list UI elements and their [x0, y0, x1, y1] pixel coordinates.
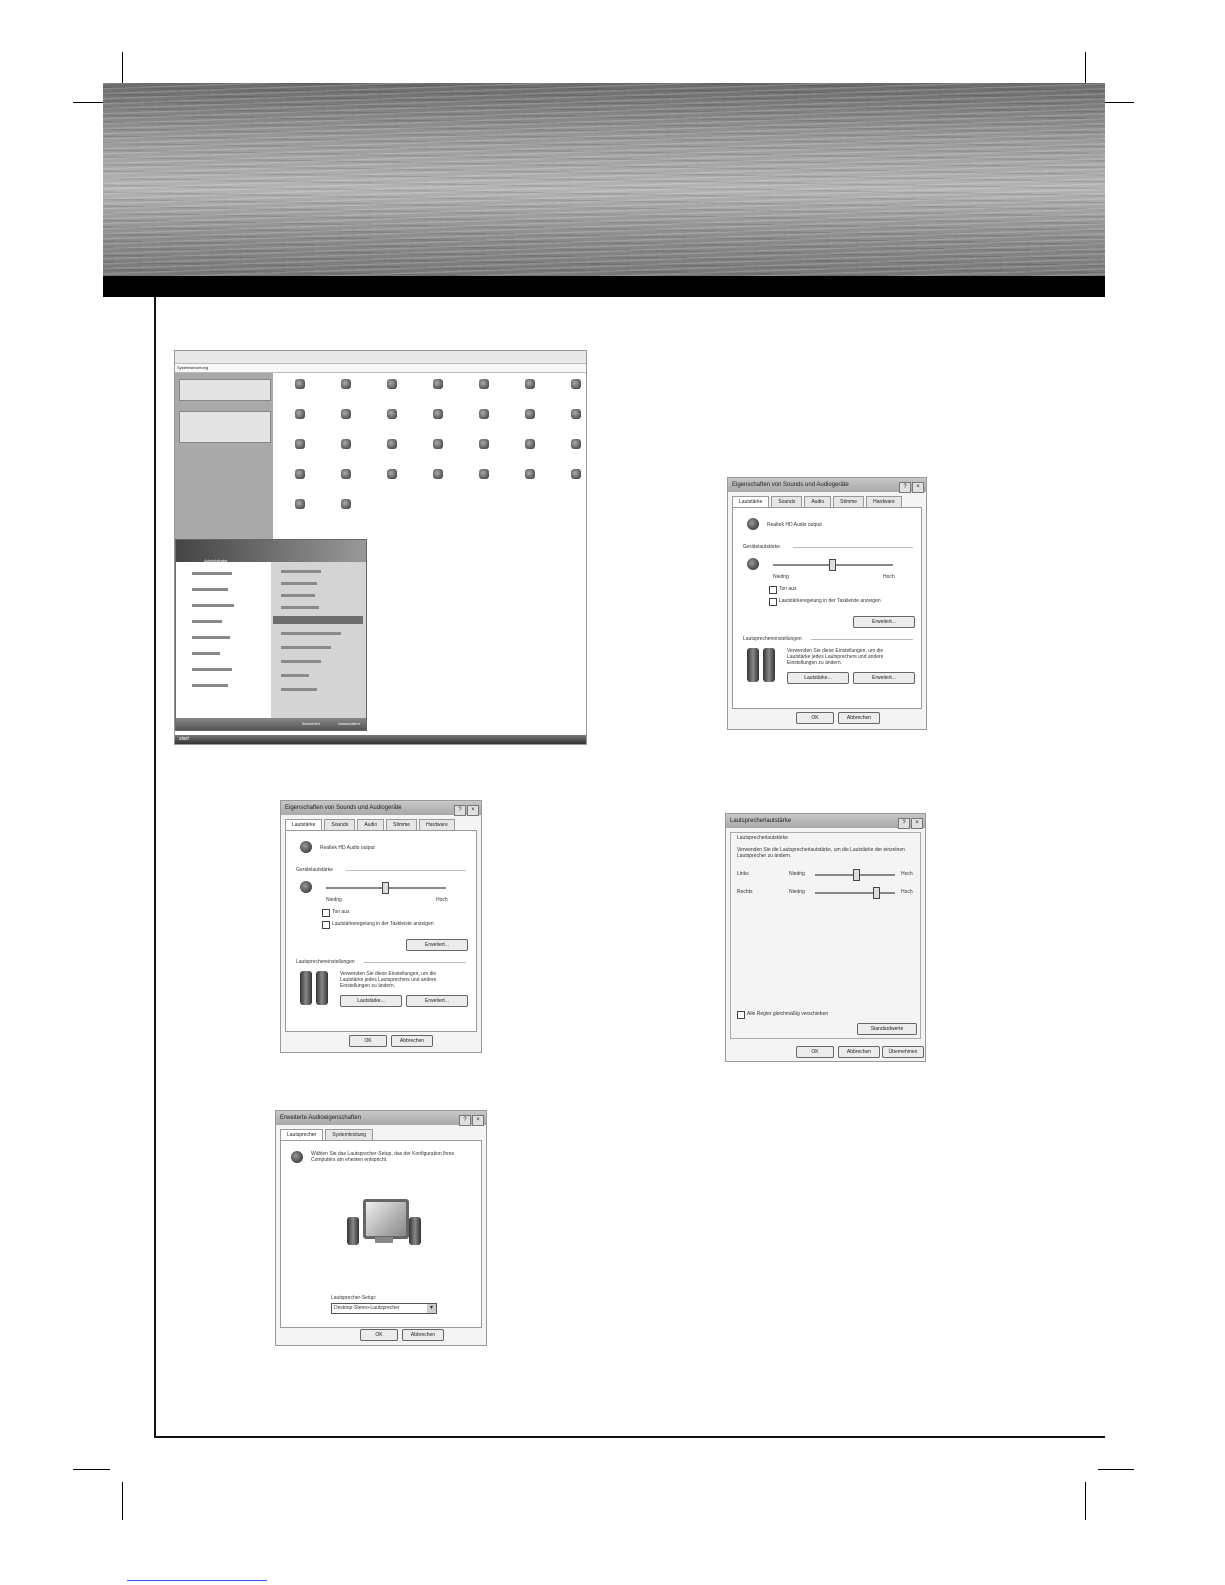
applet-icon[interactable]	[295, 439, 305, 449]
start-menu-header	[176, 540, 366, 562]
address-bar	[175, 364, 586, 373]
left-margin-rule	[154, 297, 156, 1438]
group-divider	[811, 639, 913, 640]
apply-button[interactable]: Übernehmen	[882, 1046, 924, 1058]
start-menu-item[interactable]	[281, 582, 317, 585]
ok-button[interactable]: OK	[360, 1329, 398, 1341]
ok-button[interactable]: OK	[796, 712, 834, 724]
applet-icon[interactable]	[479, 439, 489, 449]
tray-label: Lautstärkeregelung in der Taskleiste anzeigen	[779, 598, 881, 604]
control-panel-menu-item-highlight[interactable]	[273, 616, 363, 624]
cancel-button[interactable]: Abbrechen	[391, 1035, 433, 1047]
speaker-settings-text: Verwenden Sie diese Einstellungen, um die Lautstärke jedes Lautsprechers und andere Einstellungen zu ändern.	[787, 648, 884, 666]
start-menu-item[interactable]	[192, 620, 222, 623]
control-panel-screenshot	[174, 350, 587, 745]
applet-icon[interactable]	[433, 379, 443, 389]
speaker-advanced-button[interactable]: Erweitert...	[853, 672, 915, 684]
device-name: Realtek HD Audio output	[320, 845, 375, 851]
volume-slider-thumb[interactable]	[382, 882, 389, 894]
applet-icon[interactable]	[433, 439, 443, 449]
start-menu-user: Administrator	[204, 558, 228, 563]
left-slider-thumb[interactable]	[853, 869, 860, 881]
group-divider	[364, 962, 466, 963]
group-divider	[793, 547, 913, 548]
applet-icon[interactable]	[525, 379, 535, 389]
start-menu-item[interactable]	[281, 606, 319, 609]
speaker-icon	[300, 841, 312, 853]
applet-icon[interactable]	[341, 409, 351, 419]
start-menu-item[interactable]	[281, 646, 331, 649]
advanced-button[interactable]: Erweitert...	[853, 616, 915, 628]
default-button[interactable]: Standardwerte	[857, 1023, 917, 1035]
dialog-title: Lautsprecherlautstärke	[730, 818, 792, 824]
applet-icon[interactable]	[295, 379, 305, 389]
speaker-settings-group-label: Lautsprechereinstellungen	[296, 959, 355, 965]
tab-volume[interactable]: Lautstärke	[285, 819, 322, 830]
help-button[interactable]: ?	[459, 1115, 471, 1126]
dialog-title-bar	[281, 801, 481, 815]
volume-icon	[747, 558, 759, 570]
speaker-icon	[291, 1151, 303, 1163]
speaker-image	[747, 648, 759, 682]
bottom-rule	[154, 1436, 1105, 1438]
applet-icon[interactable]	[571, 379, 581, 389]
tab-volume[interactable]: Lautstärke	[732, 496, 769, 507]
right-slider-thumb[interactable]	[873, 887, 880, 899]
applet-icon[interactable]	[571, 439, 581, 449]
dialog-tabs	[276, 1125, 486, 1140]
volume-slider-thumb[interactable]	[829, 559, 836, 571]
tab-voice[interactable]: Stimme	[386, 819, 417, 830]
group-label: Lautsprecherlautstärke	[737, 835, 788, 841]
crop-mark	[73, 1469, 110, 1470]
speaker-icon	[747, 518, 759, 530]
start-menu-item[interactable]	[192, 604, 234, 607]
start-menu-item[interactable]	[281, 674, 309, 677]
applet-icon[interactable]	[479, 379, 489, 389]
footer-link-underline	[127, 1580, 267, 1581]
tray-label: Lautstärkeregelung in der Taskleiste anzeigen	[332, 921, 434, 927]
close-button[interactable]: ×	[467, 805, 479, 816]
applet-icon[interactable]	[433, 409, 443, 419]
tab-content	[285, 830, 477, 1032]
applet-icon[interactable]	[479, 469, 489, 479]
taskbar	[175, 735, 586, 744]
applet-icon[interactable]	[525, 469, 535, 479]
sound-properties-dialog-1	[727, 477, 927, 730]
help-button[interactable]: ?	[898, 818, 910, 829]
close-button[interactable]: ×	[912, 482, 924, 493]
applet-icon[interactable]	[525, 439, 535, 449]
speaker-volume-text: Verwenden Sie die Lautsprecherlautstärke, um die Lautstärke der einzelnen Lautsprecher zu ändern.	[737, 847, 905, 859]
applet-icon[interactable]	[387, 469, 397, 479]
task-pane	[175, 373, 273, 543]
setup-select[interactable]	[331, 1303, 437, 1314]
applet-icon[interactable]	[341, 439, 351, 449]
device-volume-group-label: Gerätelautstärke	[296, 867, 333, 873]
start-menu-item[interactable]	[192, 652, 220, 655]
close-button[interactable]: ×	[472, 1115, 484, 1126]
close-button[interactable]: ×	[911, 818, 923, 829]
advanced-text: Wählen Sie das Lautsprecher-Setup, das der Konfiguration Ihres Computers am ehesten entspricht.	[311, 1151, 455, 1163]
dialog-title: Erweiterte Audioeigenschaften	[280, 1115, 362, 1121]
tab-performance[interactable]: Systemleistung	[325, 1129, 373, 1140]
applet-icon[interactable]	[341, 499, 351, 509]
high-label: Hoch	[901, 889, 913, 895]
applet-icon[interactable]	[571, 409, 581, 419]
group-divider	[346, 870, 466, 871]
low-label: Niedrig	[326, 897, 342, 903]
device-volume-group-label: Gerätelautstärke	[743, 544, 780, 550]
low-label: Niedrig	[789, 889, 805, 895]
applet-icon[interactable]	[479, 409, 489, 419]
mute-checkbox[interactable]	[769, 586, 777, 594]
applet-icon[interactable]	[571, 469, 581, 479]
tab-hardware[interactable]: Hardware	[419, 819, 455, 830]
low-label: Niedrig	[773, 574, 789, 580]
ok-button[interactable]: OK	[796, 1046, 834, 1058]
high-label: Hoch	[436, 897, 448, 903]
high-label: Hoch	[901, 871, 913, 877]
left-speaker-illustration	[347, 1217, 359, 1245]
advanced-button[interactable]: Erweitert...	[406, 939, 468, 951]
applet-icon[interactable]	[433, 469, 443, 479]
explorer-toolbar	[175, 351, 586, 364]
start-menu-item[interactable]	[192, 684, 228, 687]
speaker-settings-group-label: Lautsprechereinstellungen	[743, 636, 802, 642]
tab-content	[280, 1140, 482, 1328]
dialog-title-bar	[728, 478, 926, 492]
start-menu-item[interactable]	[192, 588, 228, 591]
start-menu-item[interactable]	[192, 668, 232, 671]
right-channel-label: Rechts	[737, 889, 753, 895]
low-label: Niedrig	[789, 871, 805, 877]
high-label: Hoch	[883, 574, 895, 580]
brushed-metal-header	[103, 83, 1105, 276]
tab-content	[732, 507, 922, 709]
cancel-button[interactable]: Abbrechen	[402, 1329, 444, 1341]
start-menu-item[interactable]	[281, 632, 341, 635]
monitor-stand	[375, 1237, 393, 1243]
tab-audio[interactable]: Audio	[804, 496, 831, 507]
applet-icon[interactable]	[387, 439, 397, 449]
start-menu-item[interactable]	[281, 594, 315, 597]
dialog-tabs	[728, 492, 926, 507]
mute-label: Ton aus	[332, 909, 350, 915]
crop-mark	[1085, 1482, 1086, 1520]
mute-checkbox[interactable]	[322, 909, 330, 917]
start-menu-item[interactable]	[281, 688, 317, 691]
setup-select-value: Desktop-Stereo-Lautsprecher	[334, 1305, 400, 1311]
tab-voice[interactable]: Stimme	[833, 496, 864, 507]
right-slider-track	[815, 892, 895, 894]
left-channel-label: Links	[737, 871, 749, 877]
task-pane-box	[179, 411, 271, 443]
cancel-button[interactable]: Abbrechen	[838, 1046, 880, 1058]
speaker-settings-text: Verwenden Sie diese Einstellungen, um die Lautstärke jedes Lautsprechers und andere Einstellungen zu ändern.	[340, 971, 437, 989]
speaker-volume-dialog	[725, 813, 926, 1062]
tab-sounds[interactable]: Sounds	[771, 496, 802, 507]
advanced-audio-dialog	[275, 1110, 487, 1346]
applet-icon[interactable]	[295, 469, 305, 479]
tray-checkbox[interactable]	[322, 921, 330, 929]
logoff-button[interactable]: Abmelden	[301, 721, 320, 726]
cancel-button[interactable]: Abbrechen	[838, 712, 880, 724]
applet-icon[interactable]	[525, 409, 535, 419]
sound-properties-dialog-2	[280, 800, 482, 1053]
applet-icon[interactable]	[387, 409, 397, 419]
device-name: Realtek HD Audio output	[767, 522, 822, 528]
applet-icon[interactable]	[387, 379, 397, 389]
chevron-down-icon: ▾	[427, 1304, 436, 1313]
speaker-image	[763, 648, 775, 682]
shutdown-button[interactable]: Ausschalten	[338, 721, 360, 726]
setup-label: Lautsprecher-Setup:	[331, 1295, 377, 1301]
start-menu-item[interactable]	[192, 572, 232, 575]
task-pane-box	[179, 379, 271, 401]
tab-sounds[interactable]: Sounds	[324, 819, 355, 830]
header-black-bar	[103, 276, 1105, 297]
mute-label: Ton aus	[779, 586, 797, 592]
start-menu-item[interactable]	[281, 660, 321, 663]
speaker-volume-body	[730, 832, 921, 1039]
start-menu-item[interactable]	[281, 570, 321, 573]
speaker-image	[316, 971, 328, 1005]
volume-icon	[300, 881, 312, 893]
start-menu-footer	[176, 718, 366, 730]
ok-button[interactable]: OK	[349, 1035, 387, 1047]
sound-applet-icon[interactable]	[341, 469, 351, 479]
monitor-illustration	[363, 1199, 409, 1239]
move-all-label: Alle Regler gleichmäßig verschieben	[747, 1011, 829, 1017]
applet-icon[interactable]	[295, 499, 305, 509]
crop-mark	[122, 1482, 123, 1520]
dialog-tabs	[281, 815, 481, 830]
speaker-image	[300, 971, 312, 1005]
start-menu-right-pane	[271, 562, 366, 718]
start-menu	[175, 539, 367, 731]
dialog-title: Eigenschaften von Sounds und Audiogeräte	[285, 805, 402, 811]
applet-icon[interactable]	[341, 379, 351, 389]
start-menu-item[interactable]	[192, 636, 230, 639]
tray-checkbox[interactable]	[769, 598, 777, 606]
tab-speakers[interactable]: Lautsprecher	[280, 1129, 323, 1140]
tab-hardware[interactable]: Hardware	[866, 496, 902, 507]
dialog-title-bar	[276, 1111, 486, 1125]
crop-mark	[1098, 1469, 1134, 1470]
speaker-volume-button[interactable]: Lautstärke...	[787, 672, 849, 684]
speaker-volume-button[interactable]: Lautstärke...	[340, 995, 402, 1007]
move-all-checkbox[interactable]	[737, 1011, 745, 1019]
help-button[interactable]: ?	[899, 482, 911, 493]
applet-icon[interactable]	[295, 409, 305, 419]
help-button[interactable]: ?	[454, 805, 466, 816]
address-text: Systemsteuerung	[177, 365, 209, 370]
dialog-title-bar	[726, 814, 925, 828]
right-speaker-illustration	[409, 1217, 421, 1245]
dialog-title: Eigenschaften von Sounds und Audiogeräte	[732, 482, 849, 488]
speaker-advanced-button[interactable]: Erweitert...	[406, 995, 468, 1007]
tab-audio[interactable]: Audio	[357, 819, 384, 830]
start-button[interactable]: start	[179, 736, 189, 742]
